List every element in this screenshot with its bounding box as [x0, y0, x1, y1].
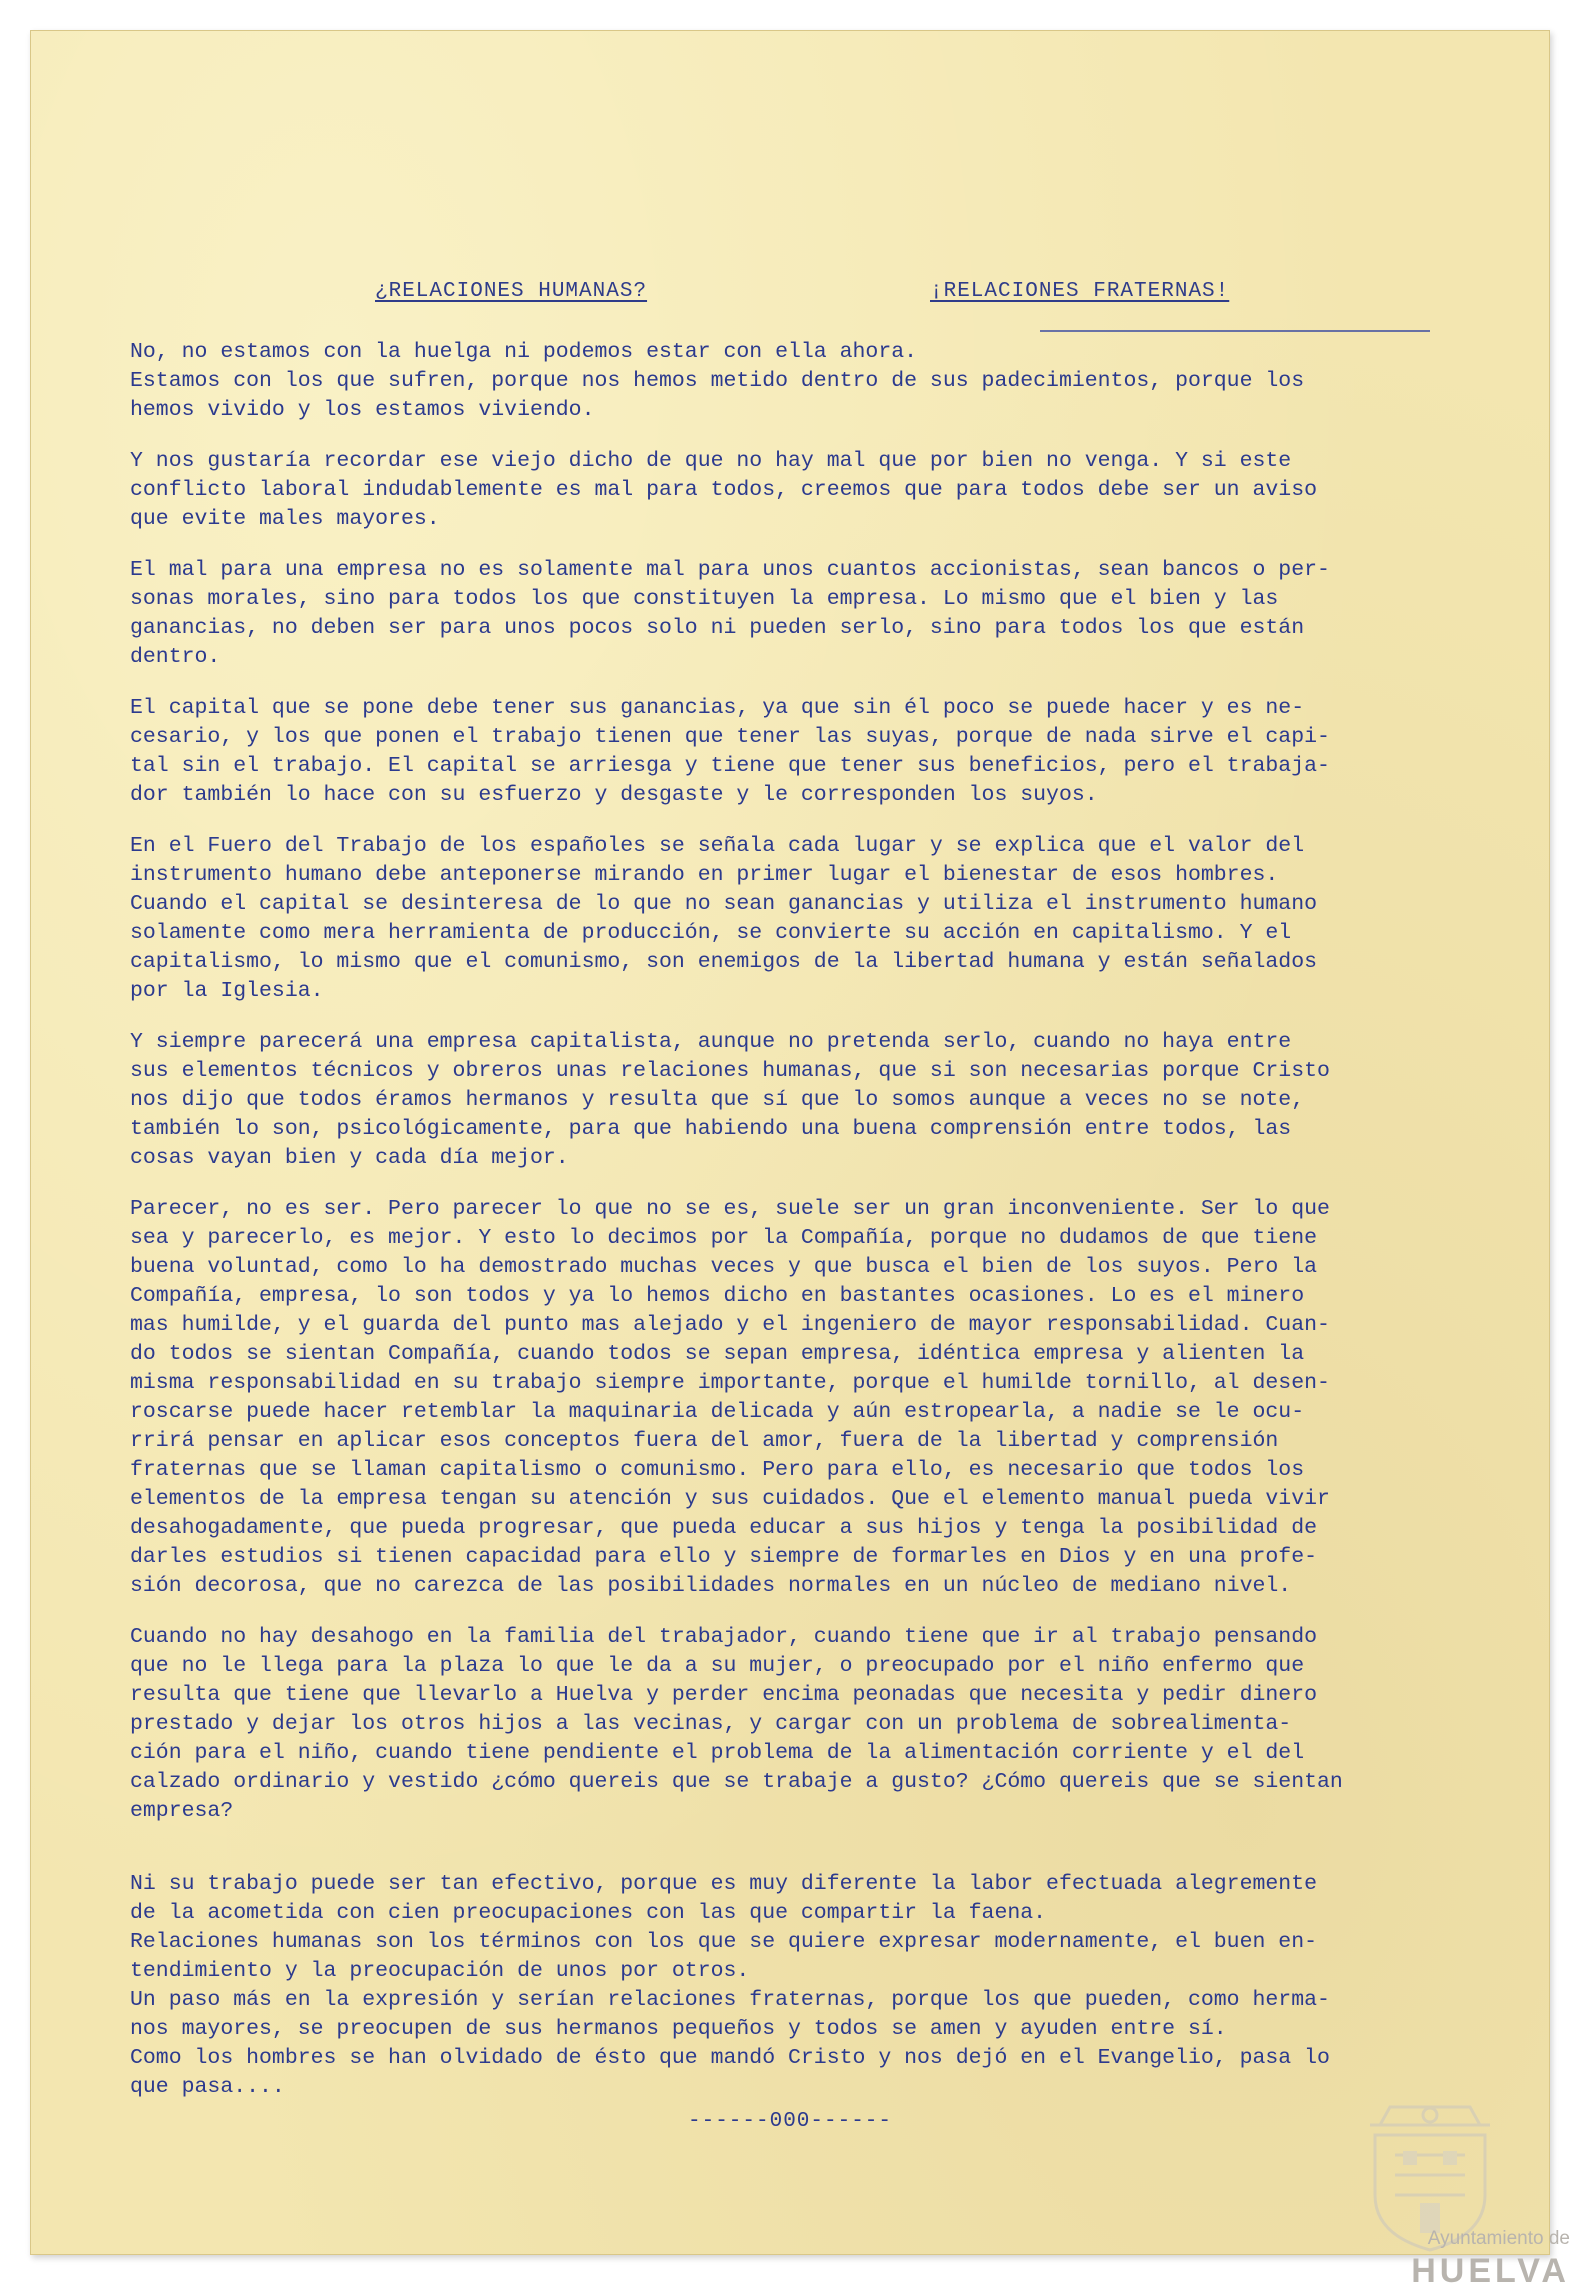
- text-line: En el Fuero del Trabajo de los españoles se señala cada lugar y se explica que el valor del: [130, 834, 1305, 858]
- document-sheet: [30, 30, 1570, 2290]
- text-line: dentro.: [130, 645, 221, 669]
- watermark-huelva-text: HUELVA: [1411, 2252, 1570, 2290]
- text-line: buena voluntad, como lo ha demostrado muchas veces y que busca el bien de los suyos. Pero la: [130, 1255, 1317, 1279]
- typed-underline-rule: [1040, 330, 1430, 332]
- watermark-ayuntamiento-text: Ayuntamiento de: [1427, 2228, 1570, 2249]
- text-line: nos mayores, se preocupen de sus hermanos pequeños y todos se amen y ayuden entre sí.: [130, 2017, 1227, 2041]
- paragraph: [130, 1870, 1510, 2102]
- text-line: El mal para una empresa no es solamente mal para unos cuantos accionistas, sean bancos o per-: [130, 558, 1330, 582]
- text-line: calzado ordinario y vestido ¿cómo quereis que se trabaje a gusto? ¿Cómo quereis que se sientan: [130, 1770, 1343, 1794]
- text-line: tendimiento y la preocupación de unos por otros.: [130, 1959, 750, 1983]
- text-line: No, no estamos con la huelga ni podemos estar con ella ahora.: [130, 340, 918, 364]
- paragraph: [130, 447, 1510, 534]
- text-line: solamente como mera herramienta de producción, se convierte su acción en capitalismo. Y el: [130, 921, 1292, 945]
- heading-relaciones-fraternas: ¡RELACIONES FRATERNAS!: [930, 280, 1230, 303]
- text-line: sus elementos técnicos y obreros unas relaciones humanas, que si son necesarias porque Cristo: [130, 1059, 1330, 1083]
- text-line: fraternas que se llaman capitalismo o comunismo. Pero para ello, es necesario que todos los: [130, 1458, 1305, 1482]
- text-line: darles estudios si tienen capacidad para ello y siempre de formarles en Dios y en una profe-: [130, 1545, 1317, 1569]
- text-line: empresa?: [130, 1799, 234, 1823]
- text-line: Ni su trabajo puede ser tan efectivo, porque es muy diferente la labor efectuada alegremente: [130, 1872, 1317, 1896]
- text-line: Cuando no hay desahogo en la familia del trabajador, cuando tiene que ir al trabajo pensando: [130, 1625, 1317, 1649]
- text-line: rrirá pensar en aplicar esos conceptos fuera del amor, fuera de la libertad y comprensión: [130, 1429, 1279, 1453]
- text-line: misma responsabilidad en su trabajo siempre importante, porque el humilde tornillo, al desen-: [130, 1371, 1330, 1395]
- text-line: conflicto laboral indudablemente es mal para todos, creemos que para todos debe ser un aviso: [130, 478, 1317, 502]
- paragraph: [130, 1195, 1510, 1601]
- text-line: El capital que se pone debe tener sus ganancias, ya que sin él poco se puede hacer y es ne-: [130, 696, 1305, 720]
- text-line: que evite males mayores.: [130, 507, 440, 531]
- text-line: Como los hombres se han olvidado de ésto que mandó Cristo y nos dejó en el Evangelio, pasa lo: [130, 2046, 1330, 2070]
- document-body: [130, 338, 1510, 2124]
- paragraph: [130, 556, 1510, 672]
- title-row: [375, 280, 1295, 316]
- text-line: cosas vayan bien y cada día mejor.: [130, 1146, 569, 1170]
- text-line: nos dijo que todos éramos hermanos y resulta que sí que lo somos aunque a veces no se note,: [130, 1088, 1305, 1112]
- text-line: Un paso más en la expresión y serían relaciones fraternas, porque los que pueden, como herma-: [130, 1988, 1330, 2012]
- text-line: Y siempre parecerá una empresa capitalista, aunque no pretenda serlo, cuando no haya entre: [130, 1030, 1292, 1054]
- paragraph: [130, 1028, 1510, 1173]
- text-line: dor también lo hace con su esfuerzo y desgaste y le corresponden los suyos.: [130, 783, 1098, 807]
- text-line: Compañía, empresa, lo son todos y ya lo hemos dicho en bastantes ocasiones. Lo es el minero: [130, 1284, 1305, 1308]
- text-line: mas humilde, y el guarda del punto mas alejado y el ingeniero de mayor responsabilidad. Cuan-: [130, 1313, 1330, 1337]
- paragraph: [130, 832, 1510, 1006]
- text-line: Estamos con los que sufren, porque nos hemos metido dentro de sus padecimientos, porque los: [130, 369, 1305, 393]
- text-line: hemos vivido y los estamos viviendo.: [130, 398, 595, 422]
- paragraph: [130, 1623, 1510, 1826]
- text-line: Parecer, no es ser. Pero parecer lo que no se es, suele ser un gran inconveniente. Ser lo que: [130, 1197, 1330, 1221]
- text-line: prestado y dejar los otros hijos a las vecinas, y cargar con un problema de sobrealimenta-: [130, 1712, 1292, 1736]
- text-line: ganancias, no deben ser para unos pocos solo ni pueden serlo, sino para todos los que están: [130, 616, 1305, 640]
- text-line: que no le llega para la plaza lo que le da a su mujer, o preocupado por el niño enfermo que: [130, 1654, 1305, 1678]
- text-line: tal sin el trabajo. El capital se arriesga y tiene que tener sus beneficios, pero el trabaja-: [130, 754, 1330, 778]
- text-line: que pasa....: [130, 2075, 285, 2099]
- text-line: de la acometida con cien preocupaciones con las que compartir la faena.: [130, 1901, 1047, 1925]
- text-line: cesario, y los que ponen el trabajo tienen que tener las suyas, porque de nada sirve el capi-: [130, 725, 1330, 749]
- text-line: sea y parecerlo, es mejor. Y esto lo decimos por la Compañía, porque no dudamos de que tiene: [130, 1226, 1317, 1250]
- text-line: sión decorosa, que no carezca de las posibilidades normales en un núcleo de mediano nivel.: [130, 1574, 1292, 1598]
- text-line: Y nos gustaría recordar ese viejo dicho de que no hay mal que por bien no venga. Y si este: [130, 449, 1292, 473]
- text-line: Cuando el capital se desinteresa de lo que no sean ganancias y utiliza el instrumento humano: [130, 892, 1317, 916]
- text-line: por la Iglesia.: [130, 979, 324, 1003]
- text-line: sonas morales, sino para todos los que constituyen la empresa. Lo mismo que el bien y las: [130, 587, 1279, 611]
- text-line: do todos se sientan Compañía, cuando todos se sepan empresa, idéntica empresa y alienten la: [130, 1342, 1305, 1366]
- text-line: resulta que tiene que llevarlo a Huelva y perder encima peonadas que necesita y pedir dinero: [130, 1683, 1317, 1707]
- text-line: capitalismo, lo mismo que el comunismo, son enemigos de la libertad humana y están señalados: [130, 950, 1317, 974]
- text-line: roscarse puede hacer retemblar la maquinaria delicada y aún estropearla, a nadie se le ocu-: [130, 1400, 1305, 1424]
- text-line: instrumento humano debe anteponerse mirando en primer lugar el bienestar de esos hombres.: [130, 863, 1279, 887]
- text-line: ción para el niño, cuando tiene pendiente el problema de la alimentación corriente y el del: [130, 1741, 1305, 1765]
- heading-relaciones-humanas: ¿RELACIONES HUMANAS?: [375, 280, 648, 303]
- paragraph: [130, 338, 1510, 425]
- paragraph: [130, 694, 1510, 810]
- text-line: desahogadamente, que pueda progresar, que pueda educar a sus hijos y tenga la posibilidad de: [130, 1516, 1317, 1540]
- closing-mark: ------000------: [687, 2110, 893, 2133]
- text-line: también lo son, psicológicamente, para que habiendo una buena comprensión entre todos, las: [130, 1117, 1292, 1141]
- text-line: elementos de la empresa tengan su atención y sus cuidados. Que el elemento manual pueda vivir: [130, 1487, 1330, 1511]
- text-line: Relaciones humanas son los términos con los que se quiere expresar modernamente, el buen en-: [130, 1930, 1317, 1954]
